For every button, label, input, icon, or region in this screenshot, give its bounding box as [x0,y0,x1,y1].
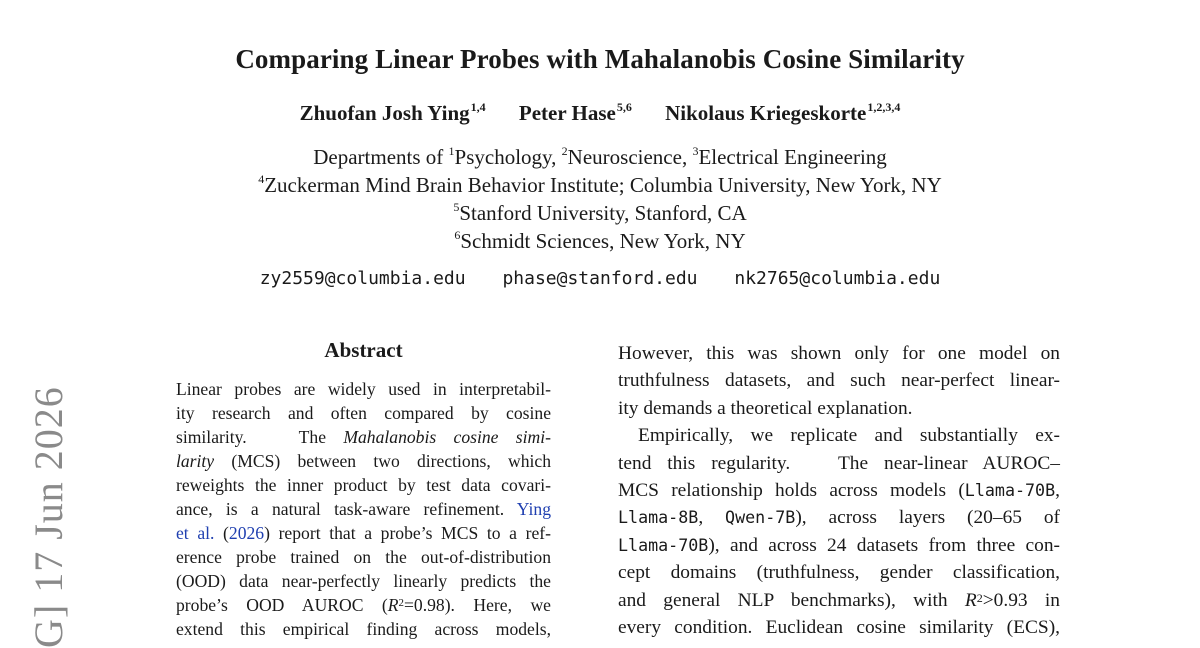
affiliation-text: Zuckerman Mind Brain Behavior Institute; Columbia University, New York, NY [264,173,942,197]
affiliation-mark: 1 [448,144,455,158]
abstract-body [176,377,551,641]
text-line: Linear probes are widely used in interpretabil- [176,379,551,399]
affiliation-dept: Electrical Engineering [698,145,887,169]
affiliation-text: Stanford University, Stanford, CA [459,201,747,225]
text-run: probe’s OOD AUROC ( [176,595,388,615]
model-name: Qwen-7B [725,508,796,528]
math-superscript: 2 [398,597,404,609]
affiliation-mark: 5 [453,200,460,214]
affiliation-dept: Neuroscience, [567,145,693,169]
introduction-body [618,340,1060,641]
affiliation-text: Schmidt Sciences, New York, NY [460,229,746,253]
author-affiliation-marks: 5,6 [616,100,632,114]
affiliation-mark: 6 [454,228,461,242]
italic-term: Mahalanobis cosine simi- [343,427,551,447]
paper-title: Comparing Linear Probes with Mahalanobis Cosine Similarity [235,44,965,74]
text-run: , [698,507,726,529]
arxiv-side-stamp: G] 17 Jun 2026 [26,386,71,648]
text-line [618,587,1060,614]
model-name: Llama-8B [618,508,699,528]
text-run: The [298,427,344,447]
text-line [176,521,551,545]
text-run: The near-linear AUROC– [837,452,1061,474]
text-line: truthfulness datasets, and such near-perfect linear- [618,370,1060,392]
author-emails [0,268,1200,289]
text-run: ), across layers (20–65 of [795,507,1060,529]
email-link[interactable]: nk2765@columbia.edu [734,268,941,289]
math-symbol: R [387,595,399,615]
author-affiliation-marks: 1,2,3,4 [867,100,901,114]
text-line: extend this empirical finding across models, [176,619,551,639]
text-line [176,497,551,521]
text-line: ity demands a theoretical explanation. [618,397,913,419]
affiliation-mark: 2 [561,144,568,158]
author-list [0,101,1200,126]
author-name: Peter Hase [518,101,616,125]
citation-year-link[interactable]: 2026 [228,523,265,543]
text-run: =0.98). Here, we [403,595,551,615]
text-run: MCS relationship holds across models ( [618,479,965,501]
author-name: Nikolaus Kriegeskorte [665,101,867,125]
text-line [618,450,1060,477]
model-name: Llama-70B [964,480,1056,500]
affiliation-line-4 [0,229,1200,254]
author-name: Zhuofan Josh Ying [299,101,470,125]
email-link[interactable]: phase@stanford.edu [502,268,698,289]
affiliation-line-3 [0,201,1200,226]
text-line: reweights the inner product by test data covari- [176,475,551,495]
citation-link[interactable]: Ying [516,499,551,519]
affiliation-line-1 [0,145,1200,170]
author-affiliation-marks: 1,4 [470,100,486,114]
text-line: However, this was shown only for one model on [618,343,1060,364]
text-line [618,477,1060,504]
text-run: (MCS) between two directions, which [214,451,551,471]
italic-term: larity [176,451,215,471]
citation-link[interactable]: et al. [176,523,215,543]
affiliation-line-2 [0,173,1200,198]
affiliation-prefix: Departments of [313,145,449,169]
text-run: tend this regularity. [618,452,791,474]
affiliation-dept: Psychology, [454,145,562,169]
text-line: ity research and often compared by cosine [176,403,551,423]
text-run: ) report that a probe’s MCS to a ref- [264,523,551,543]
text-run: ), and across 24 datasets from three con- [708,534,1060,556]
author-hase [519,101,632,126]
text-run: ance, is a natural task-aware refinement. [176,499,517,519]
abstract-heading: Abstract [324,338,403,362]
math-superscript: 2 [976,590,983,605]
model-name: Llama-70B [618,535,709,555]
affiliation-mark: 3 [692,144,699,158]
text-line [176,425,551,449]
author-kriegeskorte [665,101,900,126]
text-line: (OOD) data near-perfectly linearly predicts the [176,571,551,591]
text-line: erence probe trained on the out-of-distribution [176,547,551,567]
author-ying [300,101,486,126]
text-line [618,532,1060,559]
math-symbol: R [964,589,977,611]
text-line: cept domains (truthfulness, gender classification, [618,562,1060,584]
text-run: ( [214,523,229,543]
text-line [618,504,1060,531]
text-run: >0.93 in [982,589,1060,611]
text-run: and general NLP benchmarks), with [618,589,965,611]
text-run: , [1055,479,1060,501]
text-line [176,449,551,473]
affiliation-mark: 4 [258,172,265,186]
text-line [176,593,551,617]
email-link[interactable]: zy2559@columbia.edu [259,268,466,289]
text-run: similarity. [176,427,247,447]
text-line: every condition. Euclidean cosine similarity (ECS), [618,616,1060,638]
text-line: Empirically, we replicate and substantially ex- [638,425,1060,447]
